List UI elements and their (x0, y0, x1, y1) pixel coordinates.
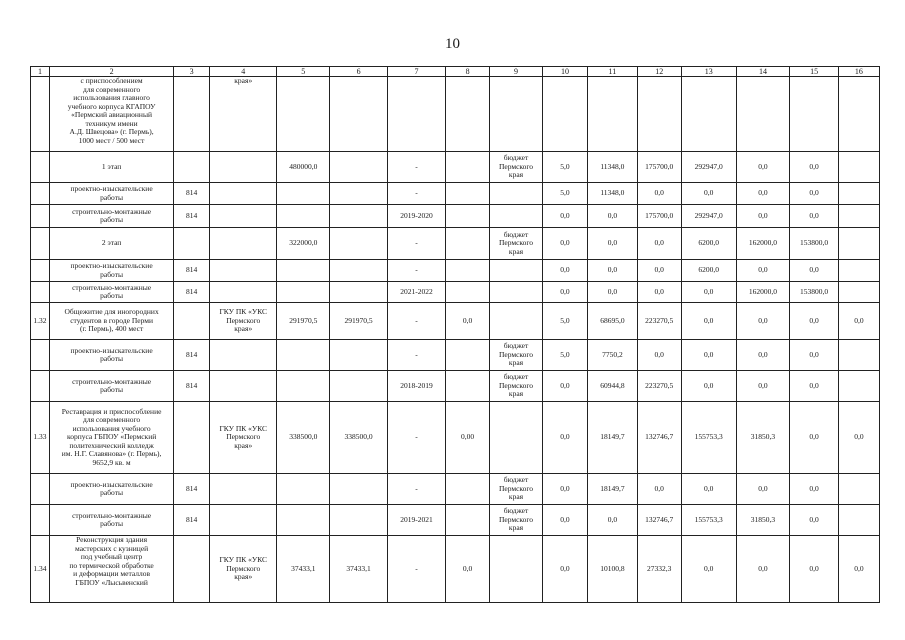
table-cell-col-7: - (388, 152, 446, 183)
table-cell-col-5: 480000,0 (277, 152, 330, 183)
table-cell-col-10: 5,0 (542, 303, 587, 340)
table-cell-col-16: 0,0 (838, 303, 879, 340)
table-cell-col-16 (838, 340, 879, 371)
table-cell-col-16 (838, 505, 879, 536)
table-cell-col-16: 0,0 (838, 536, 879, 603)
table-cell-col-14: 0,0 (736, 536, 790, 603)
table-cell-col-8: 0,00 (445, 402, 489, 474)
table-cell-col-6 (330, 152, 388, 183)
table-cell-col-4 (210, 260, 277, 282)
column-number-cell: 15 (790, 67, 838, 77)
table-cell-col-10: 5,0 (542, 183, 587, 205)
table-cell-col-12: 0,0 (637, 183, 681, 205)
table-cell-col-14: 162000,0 (736, 228, 790, 260)
table-cell-col-11: 0,0 (588, 282, 638, 303)
table-cell-col-13: 292947,0 (681, 152, 736, 183)
table-cell-col-12: 0,0 (637, 282, 681, 303)
table-cell-col-1 (31, 228, 50, 260)
table-cell-col-9 (490, 402, 543, 474)
column-number-cell: 16 (838, 67, 879, 77)
table-cell-col-15: 0,0 (790, 303, 838, 340)
table-cell-col-12 (637, 77, 681, 152)
table-cell-col-14 (736, 77, 790, 152)
table-cell-col-12: 27332,3 (637, 536, 681, 603)
table-cell-col-15: 0,0 (790, 474, 838, 505)
table-cell-col-5: 37433,1 (277, 536, 330, 603)
page-number: 10 (445, 36, 460, 52)
table-cell-col-16 (838, 183, 879, 205)
column-number-row (31, 67, 880, 77)
table-cell-col-3: 814 (174, 340, 210, 371)
table-cell-col-12: 175700,0 (637, 152, 681, 183)
table-cell-col-3: 814 (174, 282, 210, 303)
table-cell-col-1 (31, 183, 50, 205)
column-number-cell: 14 (736, 67, 790, 77)
table-cell-col-8: 0,0 (445, 303, 489, 340)
table-cell-col-6 (330, 371, 388, 402)
table-cell-col-7: - (388, 536, 446, 603)
table-row (31, 402, 880, 474)
table-cell-col-1 (31, 340, 50, 371)
table-cell-col-3 (174, 77, 210, 152)
table-cell-col-2: проектно-изыскательские работы (49, 183, 173, 205)
table-cell-col-14: 0,0 (736, 303, 790, 340)
table-row (31, 371, 880, 402)
table-cell-col-14: 0,0 (736, 152, 790, 183)
table-cell-col-2: проектно-изыскательские работы (49, 474, 173, 505)
table-cell-col-15: 0,0 (790, 152, 838, 183)
table-cell-col-9: бюджет Пермского края (490, 228, 543, 260)
table-cell-col-13: 0,0 (681, 371, 736, 402)
table-cell-col-4 (210, 340, 277, 371)
table-cell-col-7: 2018-2019 (388, 371, 446, 402)
table-row (31, 505, 880, 536)
table-cell-col-11: 7750,2 (588, 340, 638, 371)
column-number-cell: 3 (174, 67, 210, 77)
table-cell-col-4 (210, 505, 277, 536)
table-row (31, 228, 880, 260)
table-cell-col-4: края» (210, 77, 277, 152)
table-cell-col-6 (330, 77, 388, 152)
table-cell-col-15: 153800,0 (790, 282, 838, 303)
table-cell-col-5 (277, 371, 330, 402)
column-number-cell: 11 (588, 67, 638, 77)
table-cell-col-2: 2 этап (49, 228, 173, 260)
table-cell-col-13: 0,0 (681, 183, 736, 205)
table-row (31, 303, 880, 340)
table-cell-col-4: ГКУ ПК «УКС Пермского края» (210, 303, 277, 340)
table-cell-col-14: 0,0 (736, 474, 790, 505)
table-cell-col-1: 1.34 (31, 536, 50, 603)
table-cell-col-7: - (388, 260, 446, 282)
table-cell-col-15: 0,0 (790, 402, 838, 474)
table-cell-col-8 (445, 505, 489, 536)
table-cell-col-8 (445, 77, 489, 152)
table-cell-col-6 (330, 228, 388, 260)
table-cell-col-3: 814 (174, 205, 210, 228)
table-cell-col-16 (838, 152, 879, 183)
table-cell-col-13: 0,0 (681, 536, 736, 603)
table-cell-col-10: 0,0 (542, 402, 587, 474)
table-cell-col-9 (490, 77, 543, 152)
table-cell-col-11: 18149,7 (588, 402, 638, 474)
table-cell-col-4 (210, 228, 277, 260)
table-cell-col-11: 0,0 (588, 505, 638, 536)
table-cell-col-6: 37433,1 (330, 536, 388, 603)
column-number-cell: 5 (277, 67, 330, 77)
table-cell-col-6: 291970,5 (330, 303, 388, 340)
table-cell-col-13: 6200,0 (681, 228, 736, 260)
table-cell-col-6 (330, 474, 388, 505)
table-cell-col-7: - (388, 183, 446, 205)
table-cell-col-16 (838, 371, 879, 402)
table-cell-col-14: 0,0 (736, 371, 790, 402)
table-cell-col-13: 0,0 (681, 340, 736, 371)
table-cell-col-7: - (388, 474, 446, 505)
table-cell-col-7: 2019-2021 (388, 505, 446, 536)
table-cell-col-8 (445, 371, 489, 402)
table-cell-col-9 (490, 303, 543, 340)
table-cell-col-13: 292947,0 (681, 205, 736, 228)
table-cell-col-3: 814 (174, 260, 210, 282)
table-cell-col-15: 0,0 (790, 205, 838, 228)
table-cell-col-13: 0,0 (681, 282, 736, 303)
table-cell-col-10: 5,0 (542, 340, 587, 371)
table-cell-col-6 (330, 505, 388, 536)
table-cell-col-8 (445, 228, 489, 260)
table-cell-col-5 (277, 282, 330, 303)
table-cell-col-4 (210, 183, 277, 205)
table-row (31, 183, 880, 205)
table-cell-col-7: - (388, 228, 446, 260)
table-row (31, 77, 880, 152)
table-cell-col-11: 18149,7 (588, 474, 638, 505)
table-cell-col-10: 0,0 (542, 205, 587, 228)
table-cell-col-15: 0,0 (790, 536, 838, 603)
table-cell-col-10: 0,0 (542, 474, 587, 505)
table-cell-col-11: 0,0 (588, 260, 638, 282)
table-cell-col-4: ГКУ ПК «УКС Пермского края» (210, 402, 277, 474)
column-number-cell: 1 (31, 67, 50, 77)
table-cell-col-7 (388, 77, 446, 152)
table-cell-col-4 (210, 371, 277, 402)
table-cell-col-9 (490, 536, 543, 603)
table-cell-col-9: бюджет Пермского края (490, 152, 543, 183)
table-cell-col-11: 0,0 (588, 228, 638, 260)
table-cell-col-7: 2019-2020 (388, 205, 446, 228)
table-cell-col-5: 291970,5 (277, 303, 330, 340)
table-cell-col-12: 0,0 (637, 228, 681, 260)
table-cell-col-15: 0,0 (790, 260, 838, 282)
table-cell-col-8 (445, 282, 489, 303)
table-cell-col-5: 322000,0 (277, 228, 330, 260)
column-number-cell: 6 (330, 67, 388, 77)
table-cell-col-2: строительно-монтажные работы (49, 205, 173, 228)
table-row (31, 282, 880, 303)
table-cell-col-3: 814 (174, 183, 210, 205)
table-cell-col-9: бюджет Пермского края (490, 474, 543, 505)
table-cell-col-4: ГКУ ПК «УКС Пермского края» (210, 536, 277, 603)
table-cell-col-10: 0,0 (542, 371, 587, 402)
table-cell-col-11: 60944,8 (588, 371, 638, 402)
table-cell-col-2: строительно-монтажные работы (49, 505, 173, 536)
table-cell-col-15: 153800,0 (790, 228, 838, 260)
column-number-cell: 2 (49, 67, 173, 77)
table-cell-col-11: 68695,0 (588, 303, 638, 340)
table-row (31, 205, 880, 228)
column-number-cell: 8 (445, 67, 489, 77)
table-cell-col-3 (174, 228, 210, 260)
table-cell-col-16 (838, 260, 879, 282)
table-cell-col-10: 5,0 (542, 152, 587, 183)
table-cell-col-14: 0,0 (736, 260, 790, 282)
table-cell-col-9: бюджет Пермского края (490, 340, 543, 371)
table-cell-col-7: - (388, 303, 446, 340)
table-cell-col-11: 11348,0 (588, 152, 638, 183)
table-cell-col-8 (445, 152, 489, 183)
column-number-cell: 9 (490, 67, 543, 77)
table-cell-col-12: 132746,7 (637, 402, 681, 474)
table-cell-col-2: проектно-изыскательские работы (49, 340, 173, 371)
table-cell-col-8 (445, 474, 489, 505)
table-cell-col-14: 0,0 (736, 183, 790, 205)
table-cell-col-15 (790, 77, 838, 152)
table-cell-col-2: проектно-изыскательские работы (49, 260, 173, 282)
table-row (31, 340, 880, 371)
table-cell-col-3 (174, 536, 210, 603)
table-cell-col-13: 155753,3 (681, 402, 736, 474)
table-cell-col-4 (210, 282, 277, 303)
table-cell-col-14: 162000,0 (736, 282, 790, 303)
column-number-cell: 12 (637, 67, 681, 77)
table-cell-col-7: - (388, 402, 446, 474)
table-cell-col-9: бюджет Пермского края (490, 505, 543, 536)
table-cell-col-1 (31, 474, 50, 505)
table-cell-col-16 (838, 474, 879, 505)
table-cell-col-4 (210, 205, 277, 228)
table-cell-col-6 (330, 260, 388, 282)
table-cell-col-8 (445, 183, 489, 205)
table-cell-col-6 (330, 205, 388, 228)
table-cell-col-3: 814 (174, 371, 210, 402)
table-cell-col-1 (31, 371, 50, 402)
table-cell-col-9 (490, 205, 543, 228)
table-row (31, 152, 880, 183)
table-cell-col-6 (330, 340, 388, 371)
table-cell-col-11: 10100,8 (588, 536, 638, 603)
table-cell-col-16 (838, 228, 879, 260)
table-cell-col-5 (277, 77, 330, 152)
table-cell-col-3 (174, 152, 210, 183)
table-cell-col-12: 223270,5 (637, 371, 681, 402)
table-cell-col-9 (490, 260, 543, 282)
table-cell-col-1 (31, 77, 50, 152)
table-cell-col-5 (277, 205, 330, 228)
table-cell-col-2: Реконструкция здания мастерских с кузницей под учебный центр по термической обработке и деформации металлов ГБПОУ «Лысьвенский (49, 536, 173, 603)
table-cell-col-14: 0,0 (736, 205, 790, 228)
table-cell-col-13: 155753,3 (681, 505, 736, 536)
table-cell-col-15: 0,0 (790, 183, 838, 205)
table-cell-col-8 (445, 205, 489, 228)
table-cell-col-2: Реставрация и приспособление для современного использования учебного корпуса ГБПОУ «Пермский политехнический колледж им. Н.Г. Славянова» (г. Пермь), 9652,9 кв. м (49, 402, 173, 474)
table-row (31, 260, 880, 282)
table-cell-col-6: 338500,0 (330, 402, 388, 474)
table-cell-col-13: 6200,0 (681, 260, 736, 282)
table-cell-col-5 (277, 183, 330, 205)
column-number-cell: 7 (388, 67, 446, 77)
table-cell-col-5 (277, 260, 330, 282)
table-cell-col-16 (838, 282, 879, 303)
table-cell-col-1 (31, 260, 50, 282)
table-cell-col-12: 175700,0 (637, 205, 681, 228)
table-cell-col-12: 0,0 (637, 474, 681, 505)
column-number-cell: 10 (542, 67, 587, 77)
table-cell-col-10: 0,0 (542, 536, 587, 603)
table-cell-col-1 (31, 152, 50, 183)
table-row (31, 474, 880, 505)
table-cell-col-9 (490, 282, 543, 303)
table-cell-col-9 (490, 183, 543, 205)
table-cell-col-14: 31850,3 (736, 505, 790, 536)
table-cell-col-6 (330, 282, 388, 303)
table-cell-col-2: строительно-монтажные работы (49, 371, 173, 402)
column-number-cell: 4 (210, 67, 277, 77)
table-cell-col-12: 0,0 (637, 340, 681, 371)
table-cell-col-5: 338500,0 (277, 402, 330, 474)
table-cell-col-7: 2021-2022 (388, 282, 446, 303)
table-cell-col-10: 0,0 (542, 505, 587, 536)
table-cell-col-10: 0,0 (542, 282, 587, 303)
table-cell-col-14: 31850,3 (736, 402, 790, 474)
table-cell-col-3: 814 (174, 474, 210, 505)
table-cell-col-5 (277, 505, 330, 536)
table-cell-col-16 (838, 77, 879, 152)
table-cell-col-11: 11348,0 (588, 183, 638, 205)
table-cell-col-2: 1 этап (49, 152, 173, 183)
table-cell-col-1 (31, 205, 50, 228)
table-cell-col-10: 0,0 (542, 260, 587, 282)
table-cell-col-8: 0,0 (445, 536, 489, 603)
table-cell-col-3 (174, 402, 210, 474)
table-cell-col-1: 1.32 (31, 303, 50, 340)
table-cell-col-4 (210, 152, 277, 183)
table-cell-col-5 (277, 340, 330, 371)
column-number-cell: 13 (681, 67, 736, 77)
table-cell-col-2: с приспособлением для современного использования главного учебного корпуса КГАПОУ «Пермский авиационный техникум имени А.Д. Швецова» (г. Пермь), 1000 мест / 500 мест (49, 77, 173, 152)
table-cell-col-7: - (388, 340, 446, 371)
table-cell-col-16: 0,0 (838, 402, 879, 474)
table-cell-col-10: 0,0 (542, 228, 587, 260)
table-cell-col-12: 132746,7 (637, 505, 681, 536)
table-cell-col-13: 0,0 (681, 474, 736, 505)
table-cell-col-8 (445, 340, 489, 371)
table-cell-col-4 (210, 474, 277, 505)
table-cell-col-1 (31, 282, 50, 303)
table-cell-col-2: строительно-монтажные работы (49, 282, 173, 303)
table-cell-col-1 (31, 505, 50, 536)
table-cell-col-1: 1.33 (31, 402, 50, 474)
table-cell-col-16 (838, 205, 879, 228)
table-cell-col-2: Общежитие для иногородних студентов в городе Перми (г. Пермь), 400 мест (49, 303, 173, 340)
table-cell-col-13: 0,0 (681, 303, 736, 340)
table-cell-col-15: 0,0 (790, 371, 838, 402)
table-cell-col-6 (330, 183, 388, 205)
table-cell-col-3 (174, 303, 210, 340)
table-cell-col-11: 0,0 (588, 205, 638, 228)
table-cell-col-13 (681, 77, 736, 152)
table-cell-col-12: 223270,5 (637, 303, 681, 340)
table-cell-col-8 (445, 260, 489, 282)
table-cell-col-5 (277, 474, 330, 505)
table-cell-col-15: 0,0 (790, 340, 838, 371)
table-cell-col-3: 814 (174, 505, 210, 536)
budget-table (30, 66, 880, 603)
table-cell-col-9: бюджет Пермского края (490, 371, 543, 402)
table-cell-col-10 (542, 77, 587, 152)
table-cell-col-15: 0,0 (790, 505, 838, 536)
table-row (31, 536, 880, 603)
table-cell-col-14: 0,0 (736, 340, 790, 371)
table-cell-col-12: 0,0 (637, 260, 681, 282)
table-cell-col-11 (588, 77, 638, 152)
